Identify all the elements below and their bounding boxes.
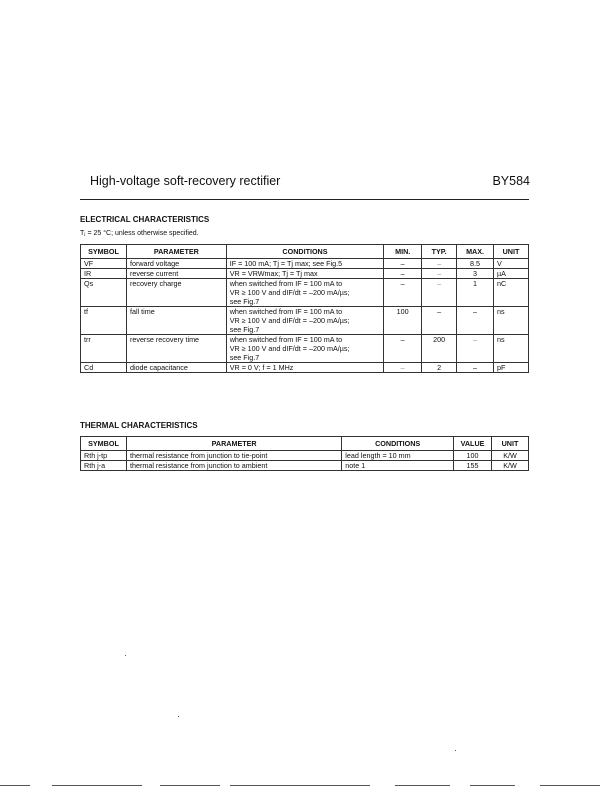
conditions-cell	[226, 259, 384, 269]
unit-cell: K/W	[492, 461, 529, 471]
scan-speck	[125, 655, 126, 656]
footer-rule	[230, 785, 370, 786]
col-parameter: PARAMETER	[126, 437, 341, 451]
electrical-table	[80, 244, 529, 373]
footer-rule	[160, 785, 220, 786]
condition-line: see Fig.7	[229, 325, 260, 334]
min-cell: 100	[384, 307, 422, 335]
condition-line: when switched from IF = 100 mA to	[229, 307, 343, 316]
typ-cell: 200	[422, 335, 457, 363]
table-row	[81, 307, 529, 335]
thermal-table	[80, 436, 529, 471]
symbol-cell: tf	[81, 307, 127, 335]
conditions-cell	[226, 363, 384, 373]
condition-line: when switched from IF = 100 mA to	[229, 335, 343, 344]
col-typ: TYP.	[422, 245, 457, 259]
unit-cell: ns	[494, 335, 529, 363]
min-cell: –	[384, 363, 422, 373]
typ-cell: 2	[422, 363, 457, 373]
symbol-cell: Rth j-tp	[81, 451, 127, 461]
condition-line: VR = 0 V; f = 1 MHz	[229, 363, 294, 372]
col-parameter: PARAMETER	[126, 245, 226, 259]
symbol-cell: trr	[81, 335, 127, 363]
table-row	[81, 269, 529, 279]
footer-rule	[470, 785, 515, 786]
footer-rule	[540, 785, 600, 786]
max-cell: –	[457, 335, 494, 363]
min-cell: –	[384, 259, 422, 269]
symbol-cell: Cd	[81, 363, 127, 373]
unit-cell: µA	[494, 269, 529, 279]
parameter-cell: reverse recovery time	[126, 335, 226, 363]
max-cell: 3	[457, 269, 494, 279]
conditions-cell	[226, 307, 384, 335]
parameter-cell: forward voltage	[126, 259, 226, 269]
max-cell: 8.5	[457, 259, 494, 269]
col-unit: UNIT	[494, 245, 529, 259]
condition-line: when switched from IF = 100 mA to	[229, 279, 343, 288]
max-cell: –	[457, 307, 494, 335]
table-header-row	[81, 245, 529, 259]
col-max: MAX.	[457, 245, 494, 259]
symbol-cell: IR	[81, 269, 127, 279]
col-value: VALUE	[454, 437, 492, 451]
col-symbol: SYMBOL	[81, 437, 127, 451]
table-row	[81, 259, 529, 269]
electrical-note: Tⱼ = 25 °C; unless otherwise specified.	[80, 230, 199, 237]
table-row	[81, 363, 529, 373]
condition-line: VR ≥ 100 V and dIF/dt = –200 mA/µs;	[229, 288, 350, 297]
parameter-cell: fall time	[126, 307, 226, 335]
min-cell: –	[384, 279, 422, 307]
condition-line: VR = VRWmax; Tj = Tj max	[229, 269, 318, 278]
unit-cell: nC	[494, 279, 529, 307]
unit-cell: ns	[494, 307, 529, 335]
symbol-cell: VF	[81, 259, 127, 269]
parameter-cell: reverse current	[126, 269, 226, 279]
col-unit: UNIT	[492, 437, 529, 451]
parameter-cell: diode capacitance	[126, 363, 226, 373]
condition-line: IF = 100 mA; Tj = Tj max; see Fig.5	[229, 259, 343, 268]
condition-line: see Fig.7	[229, 353, 260, 362]
thermal-section-title: THERMAL CHARACTERISTICS	[80, 421, 198, 430]
table-row	[81, 335, 529, 363]
value-cell: 155	[454, 461, 492, 471]
scan-speck	[178, 716, 179, 717]
max-cell: 1	[457, 279, 494, 307]
min-cell: –	[384, 269, 422, 279]
scan-speck	[455, 750, 456, 751]
conditions-cell	[226, 335, 384, 363]
conditions-cell: note 1	[342, 461, 454, 471]
col-min: MIN.	[384, 245, 422, 259]
footer-rule	[395, 785, 450, 786]
typ-cell: –	[422, 279, 457, 307]
table-row	[81, 461, 529, 471]
condition-line: see Fig.7	[229, 297, 260, 306]
condition-line: VR ≥ 100 V and dIF/dt = –200 mA/µs;	[229, 316, 350, 325]
col-symbol: SYMBOL	[81, 245, 127, 259]
conditions-cell: lead length = 10 mm	[342, 451, 454, 461]
condition-line: VR ≥ 100 V and dIF/dt = –200 mA/µs;	[229, 344, 350, 353]
typ-cell: –	[422, 259, 457, 269]
part-number: BY584	[492, 174, 530, 188]
footer-rule	[52, 785, 142, 786]
electrical-section-title: ELECTRICAL CHARACTERISTICS	[80, 215, 210, 224]
min-cell: –	[384, 335, 422, 363]
parameter-cell: recovery charge	[126, 279, 226, 307]
typ-cell: –	[422, 307, 457, 335]
table-header-row	[81, 437, 529, 451]
value-cell: 100	[454, 451, 492, 461]
document-title: High-voltage soft-recovery rectifier	[90, 174, 281, 188]
col-conditions: CONDITIONS	[342, 437, 454, 451]
conditions-cell	[226, 279, 384, 307]
footer-rule	[0, 785, 30, 786]
max-cell: –	[457, 363, 494, 373]
parameter-cell: thermal resistance from junction to ambient	[126, 461, 341, 471]
parameter-cell: thermal resistance from junction to tie-point	[126, 451, 341, 461]
unit-cell: pF	[494, 363, 529, 373]
table-row	[81, 279, 529, 307]
unit-cell: V	[494, 259, 529, 269]
unit-cell: K/W	[492, 451, 529, 461]
table-row	[81, 451, 529, 461]
header-divider	[80, 199, 529, 200]
symbol-cell: Qs	[81, 279, 127, 307]
conditions-cell	[226, 269, 384, 279]
symbol-cell: Rth j-a	[81, 461, 127, 471]
col-conditions: CONDITIONS	[226, 245, 384, 259]
typ-cell: –	[422, 269, 457, 279]
